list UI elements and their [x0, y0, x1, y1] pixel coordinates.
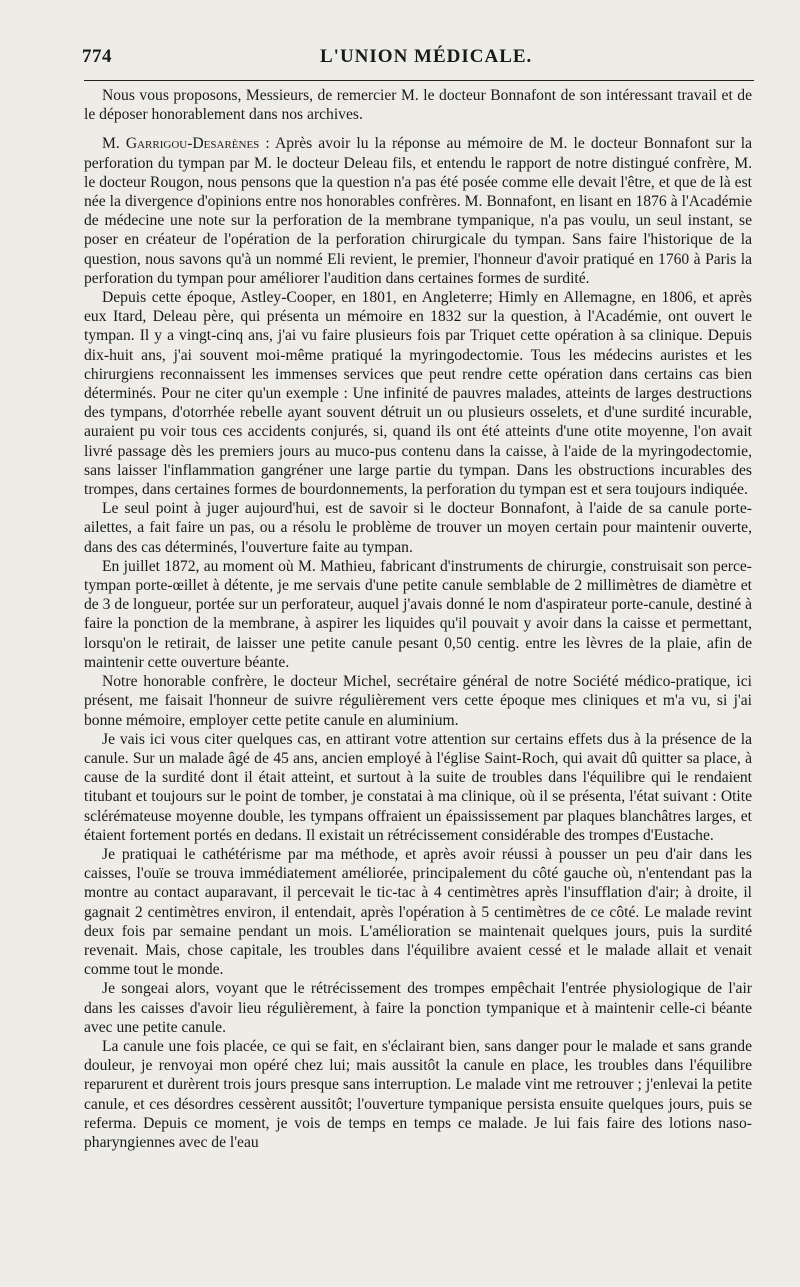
running-title: L'UNION MÉDICALE. — [320, 46, 533, 67]
speaker-name: M. Garrigou-Desarènes : — [102, 135, 270, 153]
paragraph: Je vais ici vous citer quelques cas, en attirant votre attention sur certains effets dus à la présence de la canule. Sur un malade âgé de 45 ans, ancien employé à l'église Saint-Roch, qui avait dû quitter sa place, à cause de la surdité dont il était atteint, et surtout à la suite de troubles dans l'équilibre qui le rendaient titubant et toujours sur le point de tomber, je constatai à ma clinique, où il se présenta, l'état suivant : Otite sclérémateuse moyenne double, les tympans offraient un épaississement par plaques blanchâtres larges, et étaient fortement portés en dedans. Il existait un rétrécissement considérable des trompes d'Eustache. — [84, 730, 752, 844]
paragraph: La canule une fois placée, ce qui se fait, en s'éclairant bien, sans danger pour le malade et sans grande douleur, je renvoyai mon opéré chez lui; mais aussitôt la canule en place, les troubles dans l'équilibre reparurent et durèrent trois jours presque sans interruption. Le malade vint me retrouver ; j'enlevai la petite canule, et ces désordres cessèrent aussitôt; l'ouverture tympanique persista ensuite quelques jours, puis se referma. Depuis ce moment, je vois de temps en temps ce malade. Je lui fais faire des lotions naso-pharyngiennes avec de l'eau — [84, 1037, 752, 1151]
paragraph: Notre honorable confrère, le docteur Michel, secrétaire général de notre Société médico-pratique, ici présent, me faisait l'honneur de suivre régulièrement vers cette époque mes cliniques et m'a vu, si j'ai bonne mémoire, employer cette petite canule en aluminium. — [84, 673, 752, 729]
paragraph-text: Après avoir lu la réponse au mémoire de M. le docteur Bonnafont sur la perforation du tympan par M. le docteur Deleau fils, et entendu le rapport de notre distingué confrère, M. le docteur Rougon, nous pensons que la question n'a pas été posée comme elle devait l'être, et que de là est née la divergence d'opinions entre nos honorables confrères. M. Bonnafont, en lisant en 1876 à l'Académie de médecine une note sur la perforation de la membrane tympanique, n'a pas voulu, un seul instant, se poser en créateur de l'opération de la perforation chirurgicale du tympan. Sans faire l'historique de la question, nous savons qu'à un nommé Eli revient, le premier, l'honneur d'avoir pratiqué en 1760 à Paris la perforation du tympan pour améliorer l'audition dans certaines formes de surdité. — [84, 135, 752, 287]
paragraph: Depuis cette époque, Astley-Cooper, en 1801, en Angleterre; Himly en Allemagne, en 1806, et après eux Itard, Deleau père, qui présenta un mémoire en 1832 sur la question, à l'Académie, ont ouvert le tympan. Il y a vingt-cinq ans, j'ai vu faire plusieurs fois par Triquet cette opération à sa clinique. Depuis dix-huit ans, j'ai souvent moi-même pratiqué la myringodectomie. Tous les médecins auristes et les chirurgiens reconnaissent les immenses services que peut rendre cette opération dans certains cas bien déterminés. Pour ne citer qu'un exemple : Une infinité de pauvres malades, atteints de larges destructions des tympans, d'otorrhée rebelle ayant souvent détruit un ou plusieurs osselets, et d'une surdité incurable, auraient pu voir tous ces accidents conjurés, si, quand ils ont été atteints d'une otite moyenne, l'on avait livré passage dès les premiers jours au muco-pus contenu dans la caisse, à l'aide de la myringodectomie, sans laisser l'inflammation gangréner une large partie du tympan. Dans les obstructions incurables des trompes, dans certaines formes de bourdonnements, la perforation du tympan est et sera toujours indiquée. — [84, 289, 752, 499]
paragraph: Je songeai alors, voyant que le rétrécissement des trompes empêchait l'entrée physiologique de l'air dans les caisses d'avoir lieu régulièrement, à faire la ponction tympanique et à maintenir celle-ci béante avec une petite canule. — [84, 980, 752, 1036]
paragraph: Nous vous proposons, Messieurs, de remercier M. le docteur Bonnafont de son intéressant travail et de le déposer honorablement dans nos archives. — [84, 87, 752, 124]
paragraph — [84, 134, 752, 288]
header-rule — [84, 80, 754, 81]
page-header — [0, 46, 800, 74]
paragraph: Je pratiquai le cathétérisme par ma méthode, et après avoir réussi à pousser un peu d'air dans les caisses, l'ouïe se trouva immédiatement améliorée, principalement du côté gauche où, n'entendant pas la montre au contact auparavant, il percevait le tic-tac à 4 centimètres après l'insufflation d'air; à droite, il gagnait 2 centimètres environ, il entendait, après l'opération à 5 centimètres de ce côté. Le malade revint deux fois par semaine pendant un mois. L'amélioration se maintenait quelques jours, puis la surdité revenait. Mais, chose capitale, les troubles dans l'équilibre avaient cessé et le malade allait et venait comme tout le monde. — [84, 845, 752, 979]
article-body — [84, 86, 752, 1152]
paragraph: Le seul point à juger aujourd'hui, est de savoir si le docteur Bonnafont, à l'aide de sa canule porte-ailettes, a fait faire un pas, ou a résolu le problème de trouver un moyen certain pour maintenir ouverte, dans des cas déterminés, l'ouverture faite au tympan. — [84, 500, 752, 556]
page-number: 774 — [82, 46, 112, 67]
paragraph: En juillet 1872, au moment où M. Mathieu, fabricant d'instruments de chirurgie, construisait son perce-tympan porte-œillet à détente, je me servais d'une petite canule semblable de 2 millimètres de diamètre et de 3 de longueur, portée sur un perforateur, auquel j'avais donné le nom d'aspirateur porte-canule, destiné à faire la ponction de la membrane, à aspirer les liquides qu'il pouvait y avoir dans la caisse et permettant, lorsqu'on le retirait, de laisser une petite canule pesant 0,50 centig. entre les lèvres de la plaie, afin de maintenir cette ouverture béante. — [84, 557, 752, 671]
